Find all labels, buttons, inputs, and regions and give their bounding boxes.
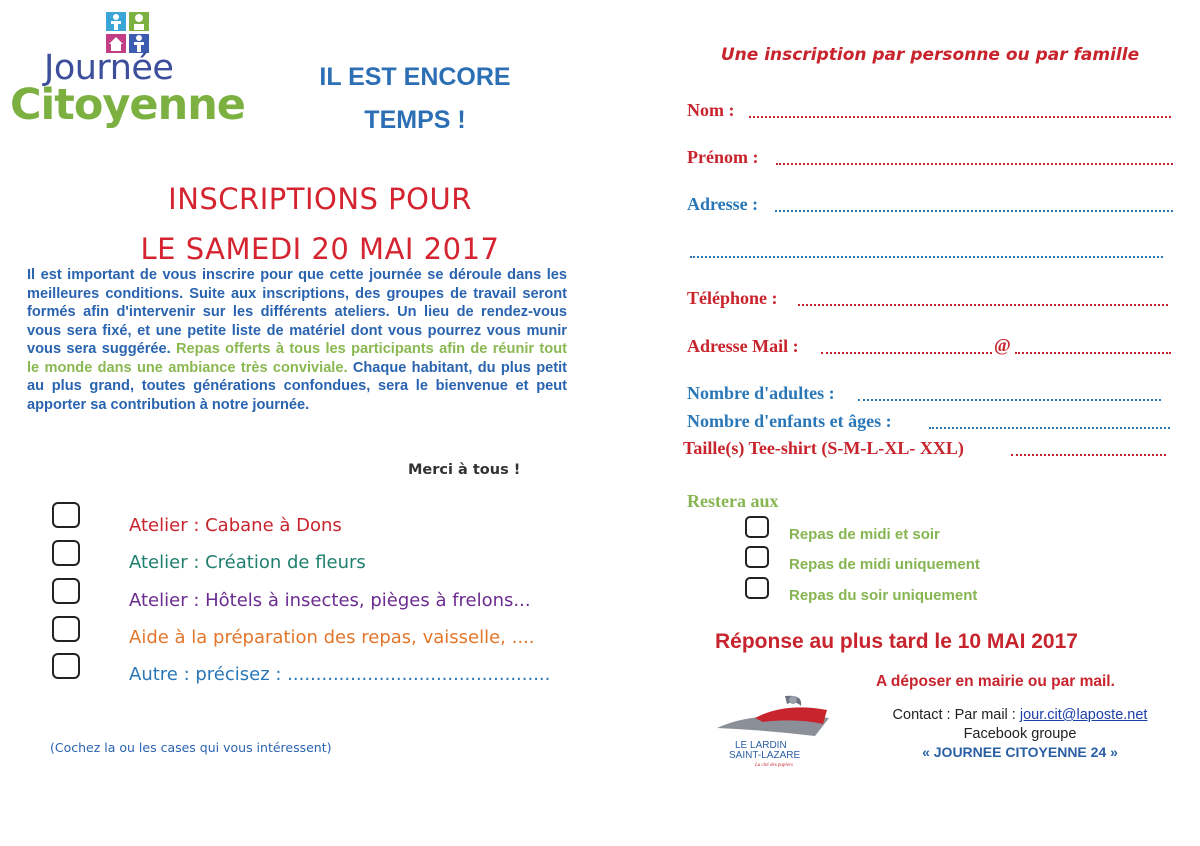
taille-field[interactable] <box>1011 454 1166 456</box>
nom-field[interactable] <box>749 116 1171 118</box>
enfants-field[interactable] <box>929 427 1170 429</box>
intro-meals-text: Repas offerts à tous les participants afin de réunir tout le monde dans une ambiance très conviviale. <box>27 341 567 376</box>
mail-label: Adresse Mail : <box>687 336 799 356</box>
repas-checkbox-3[interactable] <box>745 577 769 599</box>
contact-email-line <box>860 706 1180 725</box>
adultes-field[interactable] <box>858 399 1161 401</box>
repas-option-1: Repas de midi et soir <box>789 526 940 543</box>
contact-block <box>860 706 1180 744</box>
atelier-checkbox-1[interactable] <box>52 502 80 528</box>
mail-field-user[interactable] <box>821 352 992 354</box>
headline-line2: TEMPS ! <box>364 106 466 134</box>
adresse-field[interactable] <box>775 210 1173 212</box>
repas-checkbox-2[interactable] <box>745 546 769 568</box>
atelier-label-3: Atelier : Hôtels à insectes, pièges à frelons... <box>129 590 531 611</box>
page-title <box>60 174 580 274</box>
atelier-label-1: Atelier : Cabane à Dons <box>129 515 342 536</box>
enfants-label: Nombre d'enfants et âges : <box>687 411 892 431</box>
atelier-checkbox-4[interactable] <box>52 616 80 642</box>
intro-paragraph-2: Chaque habitant, du plus petit au plus grand, toutes générations confondues, sera le bienvenue et peut apporter sa contribution à notre journée. <box>27 359 567 413</box>
atelier-label-5: Autre : précisez : .............................................. <box>129 664 551 685</box>
repas-checkbox-1[interactable] <box>745 516 769 538</box>
mairie-logo-line2: SAINT-LAZARE <box>729 750 801 761</box>
adresse-label: Adresse : <box>687 194 759 214</box>
atelier-label-2: Atelier : Création de fleurs <box>129 552 366 573</box>
atelier-checkbox-3[interactable] <box>52 578 80 604</box>
atelier-label-4: Aide à la préparation des repas, vaisselle, .... <box>129 627 535 648</box>
logo-text-journee: Journée <box>44 48 174 88</box>
intro-text <box>27 266 567 414</box>
headline <box>300 56 530 142</box>
taille-label: Taille(s) Tee-shirt (S-M-L-XL- XXL) <box>683 438 964 458</box>
mairie-logo-line1: LE LARDIN <box>735 740 787 751</box>
nom-label: Nom : <box>687 100 735 120</box>
form-heading: Une inscription par personne ou par famille <box>720 45 1140 65</box>
mairie-logo-line3: La cité des papiers <box>755 763 793 768</box>
thanks-text: Merci à tous ! <box>408 462 521 478</box>
contact-facebook: Facebook groupe <box>963 726 1077 742</box>
adresse-field-line2[interactable] <box>690 256 1163 258</box>
facebook-group-name: « JOURNEE CITOYENNE 24 » <box>922 744 1118 760</box>
checkbox-note: (Cochez la ou les cases qui vous intéressent) <box>50 740 332 755</box>
adultes-label: Nombre d'adultes : <box>687 383 835 403</box>
telephone-field[interactable] <box>798 304 1168 306</box>
atelier-checkbox-5[interactable] <box>52 653 80 679</box>
page-title-line2: LE SAMEDI 20 MAI 2017 <box>140 232 500 266</box>
atelier-checkbox-2[interactable] <box>52 540 80 566</box>
logo-text-citoyenne: Citoyenne <box>10 80 245 130</box>
repas-option-3: Repas du soir uniquement <box>789 587 978 604</box>
repas-heading: Restera aux <box>687 491 779 511</box>
page-title-line1: INSCRIPTIONS POUR <box>168 182 472 216</box>
intro-paragraph-1: Il est important de vous inscrire pour que cette journée se déroule dans les meilleures conditions. Suite aux inscriptions, des groupes de travail seront formés afin d'intervenir sur les différents ateliers. Un lieu de rendez-vous vous sera fixé, et une petite liste de matériel dont vous pourrez vous munir vous sera suggérée. <box>27 267 567 357</box>
prenom-field[interactable] <box>776 163 1173 165</box>
contact-email-link[interactable]: jour.cit@laposte.net <box>1019 707 1148 723</box>
contact-prefix: Contact : Par mail : <box>892 707 1016 723</box>
deposit-text: A déposer en mairie ou par mail. <box>876 673 1115 690</box>
headline-line1: IL EST ENCORE <box>319 63 511 91</box>
at-sign: @ <box>994 335 1011 355</box>
prenom-label: Prénom : <box>687 147 759 167</box>
deadline-text: Réponse au plus tard le 10 MAI 2017 <box>715 630 1078 653</box>
repas-option-2: Repas de midi uniquement <box>789 556 980 573</box>
mail-field-domain[interactable] <box>1015 352 1171 354</box>
mairie-logo <box>715 688 835 768</box>
telephone-label: Téléphone : <box>687 288 778 308</box>
